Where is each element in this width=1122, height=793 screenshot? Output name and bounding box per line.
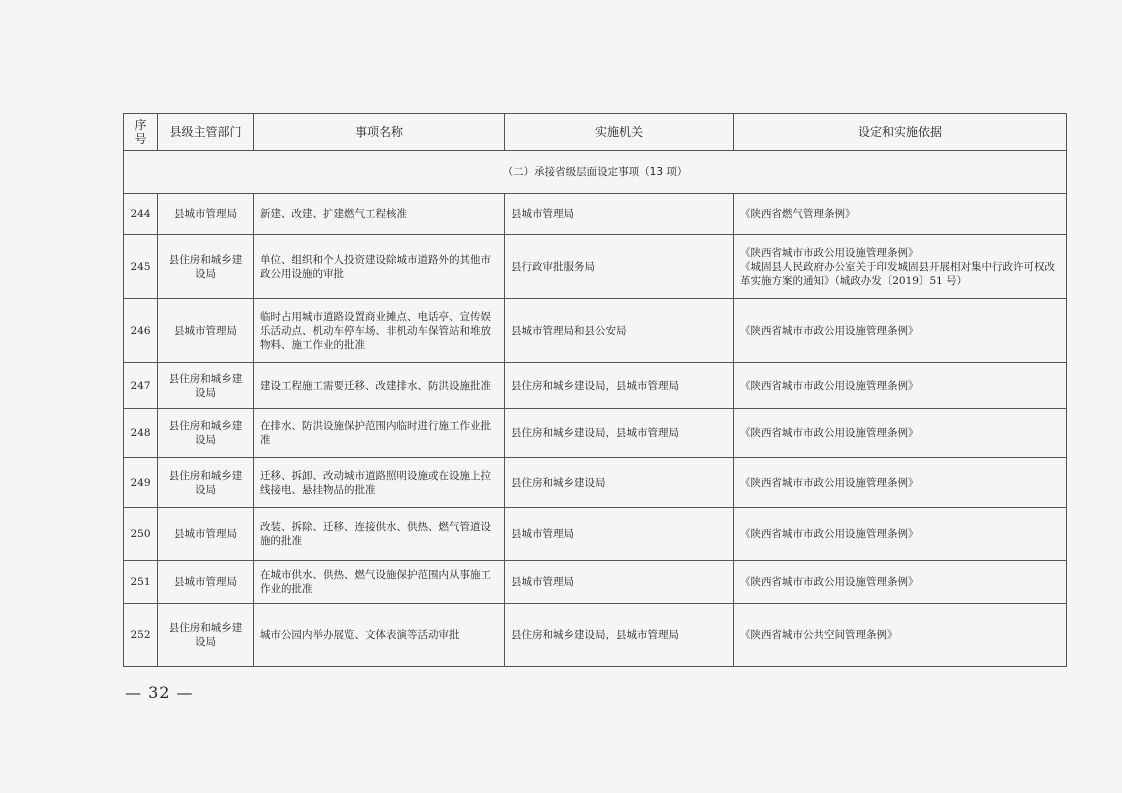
table-row xyxy=(124,409,1067,458)
row-basis xyxy=(734,409,1067,458)
basis-line: 《陕西省城市市政公用设施管理条例》 xyxy=(740,528,919,540)
header-item: 事项名称 xyxy=(254,114,505,151)
basis-line: 《城固县人民政府办公室关于印发城固县开展相对集中行政许可权改革实施方案的通知》（城政办发〔2019〕51 号） xyxy=(740,260,1055,287)
table-row xyxy=(124,235,1067,299)
row-number: 249 xyxy=(124,458,158,508)
row-item: 在排水、防洪设施保护范围内临时进行施工作业批准 xyxy=(254,409,505,458)
row-number: 244 xyxy=(124,194,158,235)
row-agency: 县城市管理局 xyxy=(505,561,734,604)
row-dept: 县住房和城乡建设局 xyxy=(158,363,254,409)
row-basis xyxy=(734,194,1067,235)
page-number: — 32 — xyxy=(125,683,194,702)
table-row xyxy=(124,363,1067,409)
row-dept: 县住房和城乡建设局 xyxy=(158,604,254,667)
row-basis xyxy=(734,508,1067,561)
row-number: 245 xyxy=(124,235,158,299)
row-item: 单位、组织和个人投资建设除城市道路外的其他市政公用设施的审批 xyxy=(254,235,505,299)
row-dept: 县住房和城乡建设局 xyxy=(158,409,254,458)
row-agency: 县住房和城乡建设局，县城市管理局 xyxy=(505,604,734,667)
row-dept: 县住房和城乡建设局 xyxy=(158,458,254,508)
basis-line: 《陕西省城市市政公用设施管理条例》 xyxy=(740,576,919,588)
row-number: 250 xyxy=(124,508,158,561)
row-agency: 县住房和城乡建设局 xyxy=(505,458,734,508)
table-row xyxy=(124,561,1067,604)
row-agency: 县城市管理局和县公安局 xyxy=(505,299,734,363)
basis-line: 《陕西省燃气管理条例》 xyxy=(740,208,856,220)
table-row xyxy=(124,299,1067,363)
row-item: 在城市供水、供热、燃气设施保护范围内从事施工作业的批准 xyxy=(254,561,505,604)
header-row xyxy=(124,114,1067,151)
row-basis xyxy=(734,363,1067,409)
header-dept: 县级主管部门 xyxy=(158,114,254,151)
row-dept: 县城市管理局 xyxy=(158,299,254,363)
table-row xyxy=(124,194,1067,235)
row-basis xyxy=(734,299,1067,363)
row-basis xyxy=(734,561,1067,604)
row-agency: 县城市管理局 xyxy=(505,194,734,235)
header-agency: 实施机关 xyxy=(505,114,734,151)
row-agency: 县城市管理局 xyxy=(505,508,734,561)
basis-line: 《陕西省城市公共空间管理条例》 xyxy=(740,629,898,641)
header-basis: 设定和实施依据 xyxy=(734,114,1067,151)
row-item: 建设工程施工需要迁移、改建排水、防洪设施批准 xyxy=(254,363,505,409)
row-agency: 县住房和城乡建设局，县城市管理局 xyxy=(505,363,734,409)
row-number: 252 xyxy=(124,604,158,667)
row-number: 246 xyxy=(124,299,158,363)
basis-line: 《陕西省城市市政公用设施管理条例》 xyxy=(740,379,919,392)
table-row xyxy=(124,604,1067,667)
row-number: 248 xyxy=(124,409,158,458)
row-number: 247 xyxy=(124,363,158,409)
row-agency: 县行政审批服务局 xyxy=(505,235,734,299)
row-basis xyxy=(734,604,1067,667)
row-dept: 县城市管理局 xyxy=(158,508,254,561)
items-table xyxy=(123,113,1067,667)
row-item: 临时占用城市道路设置商业摊点、电话亭、宣传娱乐活动点、机动车停车场、非机动车保管站和堆放物料、施工作业的批准 xyxy=(254,299,505,363)
row-item: 改装、拆除、迁移、连接供水、供热、燃气管道设施的批准 xyxy=(254,508,505,561)
section-title: （二）承接省级层面设定事项（13 项） xyxy=(124,151,1067,194)
table-row xyxy=(124,458,1067,508)
row-dept: 县城市管理局 xyxy=(158,561,254,604)
header-no: 序号 xyxy=(124,114,158,151)
row-number: 251 xyxy=(124,561,158,604)
basis-line: 《陕西省城市市政公用设施管理条例》 xyxy=(740,246,919,259)
basis-line: 《陕西省城市市政公用设施管理条例》 xyxy=(740,476,919,489)
row-item: 迁移、拆卸、改动城市道路照明设施或在设施上拉线接电、悬挂物品的批准 xyxy=(254,458,505,508)
row-agency: 县住房和城乡建设局，县城市管理局 xyxy=(505,409,734,458)
row-basis xyxy=(734,458,1067,508)
basis-line: 《陕西省城市市政公用设施管理条例》 xyxy=(740,324,919,337)
table-row xyxy=(124,508,1067,561)
row-item: 城市公园内举办展览、文体表演等活动审批 xyxy=(254,604,505,667)
row-dept: 县城市管理局 xyxy=(158,194,254,235)
row-dept: 县住房和城乡建设局 xyxy=(158,235,254,299)
row-item: 新建、改建、扩建燃气工程核准 xyxy=(254,194,505,235)
basis-line: 《陕西省城市市政公用设施管理条例》 xyxy=(740,427,919,439)
section-row xyxy=(124,151,1067,194)
row-basis xyxy=(734,235,1067,299)
